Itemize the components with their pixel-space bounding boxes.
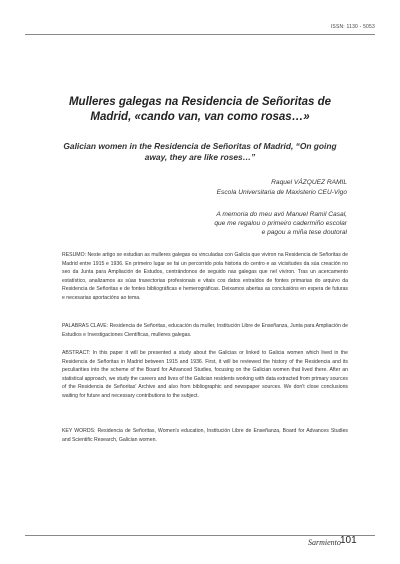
keywords-paragraph: KEY WORDS: Residencia de Señoritas, Women's education, Institución Libre de Enseñanza, Board for Advances Studies and Scientific Research, Galician women. [62,428,348,443]
resumo-paragraph: RESUMO: Neste artigo se estudian as mulleres galegas ou vinculadas con Galicia que viviron na Residencia de Señoritas de Madrid entre 1915 e 1936. En primeiro lugar se fai un percorrido pola historia do centro e as vicisitudes da súa creación no seo da Junta para Ampliación de Estudos, centrándonos de seguido nas galegas que nel viviron. Tras un acercamento estatístico, analizamos as súas traxectorias profesionais e vitais cos datos extraídos de fontes primarias do arquivo da Residencia de Señoritas e de fontes bibliográficas e hemerográficas. Deixamos abertas as conclusións en espera de futuras e necesarias aportacións ao tema. [62,252,348,301]
dedication-line: e pagou a miña tese doutoral [261,229,347,237]
journal-logo: Sarmiento [308,538,341,547]
author-affiliation: Escola Universitaria de Maxisterio CEU-Vigo [216,188,347,196]
dedication-line: A memoria do meu avó Manuel Ramil Casal, [216,211,347,218]
page-number: 101 [340,535,357,546]
dedication-line: que me regalou o primeiro cadermiño escolar [214,220,347,228]
palabras-clave-paragraph: PALABRAS CLAVE: Residencia de Señoritas, educación da muller, Institución Libre de Enseñanza, Junta para Ampliación de Estudios e Investigaciones Científicas, mulleres galegas. [62,323,348,338]
footer-rule [25,535,375,536]
abstract-paragraph: ABSTRACT: In this paper it will be presented a study about the Galicias or linked to Galicia women which lived in the Residencia de Señoritas in Madrid between 1915 and 1936. First, it will be reviewed the history of the Residencia and its peculiarities into the scheme of the Board for Advanced Studies, focusing on the Galician women that lived there. After an statistical approach, we study the careers and lives of the Galician residents working with data extracted from primary sources of the Residencia de Señoritas' Archive and also from bibliographic and newspaper sources. We don't close conclusions waiting for future and necessary contributions to the subject. [62,350,349,399]
article-title: Mulleres galegas na Residencia de Señoritas de Madrid, «cando van, van como rosas…» [68,96,332,123]
dedication [127,210,347,238]
author-block [217,178,347,197]
header-rule [25,34,375,35]
author-name: Raquel VÁZQUEZ RAMIL [271,179,347,186]
issn-label: ISSN: 1130 - 5053 [330,24,375,30]
article-subtitle: Galician women in the Residencia de Señoritas of Madrid, “On going away, they are like roses…” [63,141,337,162]
